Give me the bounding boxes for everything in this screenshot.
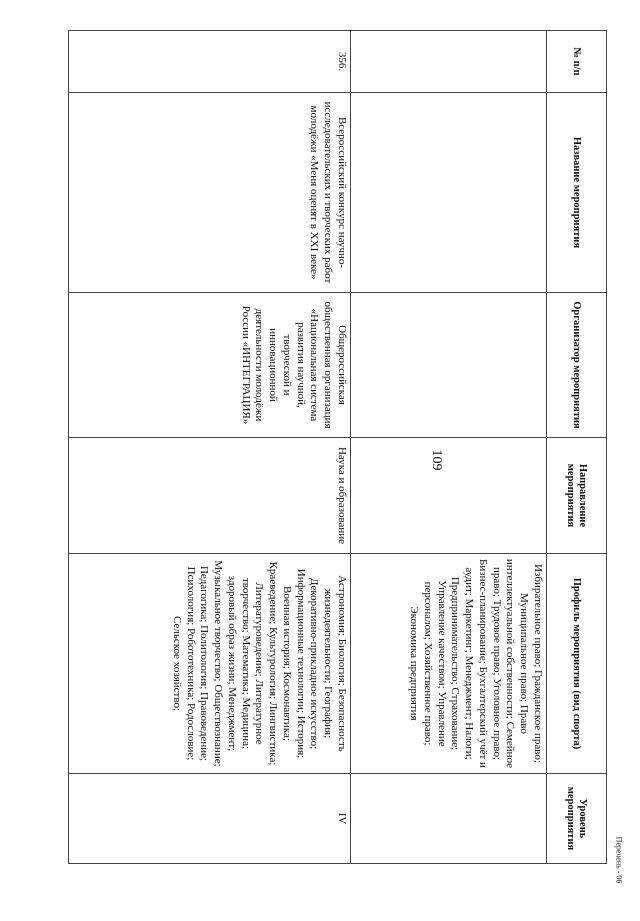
table-header-row: [547, 31, 607, 864]
cell-direction: Наука и образование: [69, 438, 351, 554]
cell-level: [351, 774, 547, 864]
cell-num: 356.: [69, 31, 351, 93]
cell-direction: [351, 438, 547, 554]
footer-note: Перечень - 06: [614, 836, 624, 884]
table-row: [69, 31, 351, 864]
table-row: [351, 31, 547, 864]
cell-num: [351, 31, 547, 93]
header-direction: Направление мероприятия: [547, 438, 607, 554]
page-number: 109: [429, 449, 444, 471]
header-num: № п/п: [547, 31, 607, 93]
cell-level: IV: [69, 774, 351, 864]
register-table-container: [62, 30, 607, 863]
cell-profile: Астрономия; Биология; Безопасность жизнедеятельности; География; Декоративно-прикладное искусство; Информационные технологии; История; Военная история; Космонавтика; Краеведение; Культурология; Лингвистика; Литературоведение; Литературное творчество; Математика; Медицина; здоровый образ жизни; Менеджмент; Музыкальное творчество; Обществознание; Педагогика; Политология; Правоведение; Психология; Робототехника; Родословие; Сельское хозяйство;: [69, 554, 351, 774]
header-name: Название мероприятия: [547, 93, 607, 293]
cell-name: [351, 93, 547, 293]
register-table: [68, 30, 607, 864]
cell-profile: Избирательное право; Гражданское право; Муниципальное право; Право интеллектуальной собственности; Семейное право; Трудовое право; Уголовное право; Бизнес-планирование; Бухгалтерский учёт и аудит; Маркетинг; Менеджмент; Налоги; Предпринимательство; Страхование; Управление качеством; Управление персоналом; Хозяйственное право; Экономика предприятия: [351, 554, 547, 774]
cell-organizer: [351, 293, 547, 438]
cell-organizer: Общероссийская общественная организация «Национальная система развития научной, творческой и инновационной деятельности молодёжи России «ИНТЕГРАЦИЯ»: [69, 293, 351, 438]
header-profile: Профиль мероприятия (вид спорта): [547, 554, 607, 774]
header-level: Уровень мероприятия: [547, 774, 607, 864]
cell-name: Всероссийский конкурс научно-исследовательских и творческих работ молодёжи «Меня оценят в XXI веке»: [69, 93, 351, 293]
header-organizer: Организатор мероприятия: [547, 293, 607, 438]
